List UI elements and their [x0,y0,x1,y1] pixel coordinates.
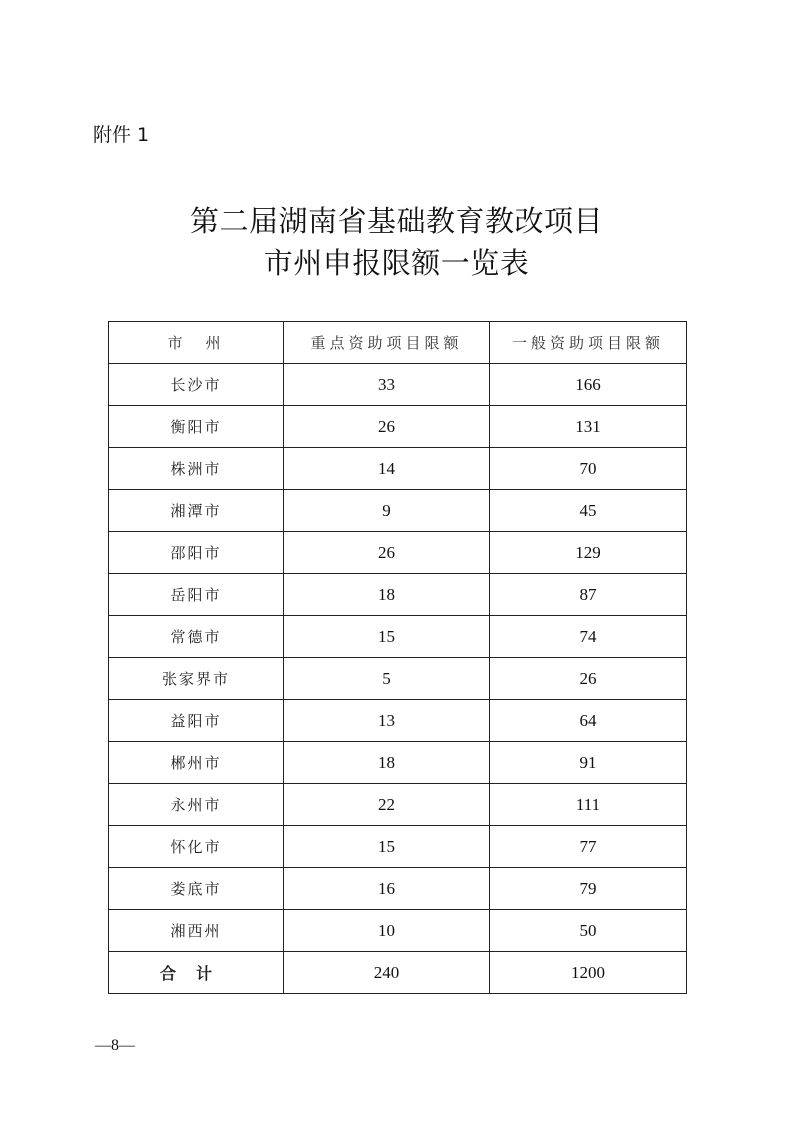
general-quota-cell: 64 [490,700,687,742]
document-title-line1: 第二届湖南省基础教育教改项目 [189,204,603,238]
city-cell: 常德市 [109,616,284,658]
table-row [109,448,687,490]
total-label-cell: 合计 [109,952,284,994]
key-quota-cell: 10 [284,910,490,952]
key-quota-cell: 26 [284,406,490,448]
total-general-quota-cell: 1200 [490,952,687,994]
total-key-quota-cell: 240 [284,952,490,994]
table-row [109,826,687,868]
key-quota-cell: 15 [284,826,490,868]
header-key-quota: 重点资助项目限额 [284,322,490,364]
table-total-row [109,952,687,994]
key-quota-cell: 26 [284,532,490,574]
page-number: —8— [95,1037,135,1054]
general-quota-cell: 26 [490,658,687,700]
general-quota-cell: 79 [490,868,687,910]
document-title-line2: 市州申报限额一览表 [263,246,530,280]
city-cell: 怀化市 [109,826,284,868]
city-cell: 娄底市 [109,868,284,910]
city-cell: 益阳市 [109,700,284,742]
attachment-label: 附件 1 [93,124,150,146]
table-row [109,742,687,784]
city-cell: 岳阳市 [109,574,284,616]
table-row [109,574,687,616]
table-row [109,658,687,700]
general-quota-cell: 166 [490,364,687,406]
general-quota-cell: 111 [490,784,687,826]
general-quota-cell: 91 [490,742,687,784]
general-quota-cell: 87 [490,574,687,616]
general-quota-cell: 45 [490,490,687,532]
table-row [109,490,687,532]
city-cell: 永州市 [109,784,284,826]
general-quota-cell: 70 [490,448,687,490]
key-quota-cell: 22 [284,784,490,826]
key-quota-cell: 13 [284,700,490,742]
table-row [109,910,687,952]
city-cell: 衡阳市 [109,406,284,448]
city-cell: 邵阳市 [109,532,284,574]
table-row [109,406,687,448]
general-quota-cell: 129 [490,532,687,574]
table-row [109,532,687,574]
general-quota-cell: 131 [490,406,687,448]
city-cell: 湘西州 [109,910,284,952]
table-header-row [109,322,687,364]
city-cell: 株洲市 [109,448,284,490]
key-quota-cell: 15 [284,616,490,658]
city-cell: 湘潭市 [109,490,284,532]
header-general-quota: 一般资助项目限额 [490,322,687,364]
table-row [109,700,687,742]
quota-table [108,321,687,994]
general-quota-cell: 74 [490,616,687,658]
general-quota-cell: 77 [490,826,687,868]
key-quota-cell: 5 [284,658,490,700]
table-row [109,616,687,658]
header-city: 市 州 [109,322,284,364]
table-row [109,868,687,910]
key-quota-cell: 9 [284,490,490,532]
table-row [109,364,687,406]
key-quota-cell: 33 [284,364,490,406]
general-quota-cell: 50 [490,910,687,952]
key-quota-cell: 14 [284,448,490,490]
key-quota-cell: 18 [284,574,490,616]
key-quota-cell: 16 [284,868,490,910]
city-cell: 张家界市 [109,658,284,700]
table-row [109,784,687,826]
city-cell: 长沙市 [109,364,284,406]
key-quota-cell: 18 [284,742,490,784]
city-cell: 郴州市 [109,742,284,784]
